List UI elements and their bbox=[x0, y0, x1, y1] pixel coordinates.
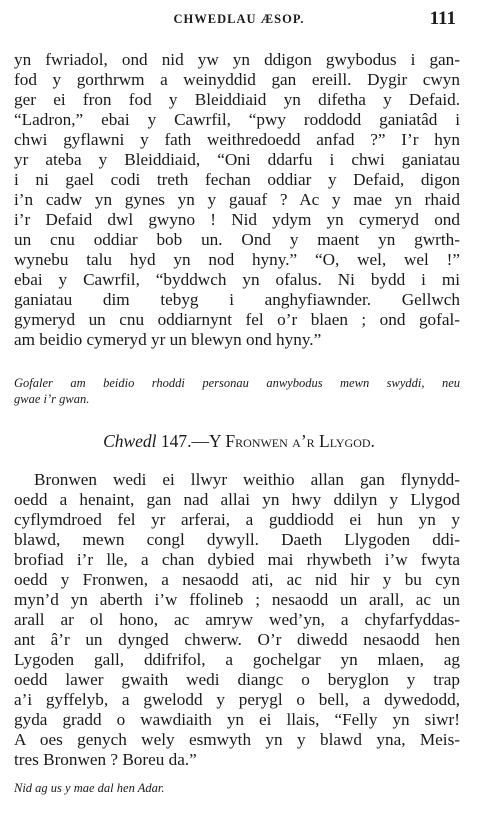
text-line: arall ar ol hono, ac amryw wed’yn, a chyfarfyddas- bbox=[14, 610, 460, 629]
text-line: ant â’r un dynged chwerw. O’r diwedd nesaodd hen bbox=[14, 630, 460, 649]
moral-note-1 bbox=[14, 375, 460, 407]
fable-heading bbox=[0, 430, 478, 452]
text-line: wynebu talu hyd yn nod hyny.” “O, wel, wel !” bbox=[14, 250, 460, 269]
text-line: chwi gyflawni y fath weithredoedd anfad ?” I’r hyn bbox=[14, 130, 460, 149]
text-line: i ni gael codi treth fechan oddiar y Defaid, digon bbox=[14, 170, 460, 189]
text-line: oedd lawer gwaith wedi diangc o beryglon y trap bbox=[14, 670, 460, 689]
text-line: am beidio cymeryd yr un blewyn ond hyny.” bbox=[14, 330, 322, 349]
text-line: yn fwriadol, ond nid yw yn ddigon gwybodus i gan- bbox=[14, 50, 460, 69]
page-number: 111 bbox=[429, 8, 456, 29]
text-line: gymeryd un cnu oddiarnynt fel o’r blaen ; ond gofal- bbox=[14, 310, 460, 329]
text-line: cyflymdroed fel yr arferai, a guddiodd ei hun yn y bbox=[14, 510, 460, 529]
text-line: i’n cadw yn gynes yn y gauaf ? Ac y mae yn rhaid bbox=[14, 190, 460, 209]
fable-label: Chwedl bbox=[103, 431, 157, 451]
text-line: “Ladron,” ebai y Cawrfil, “pwy roddodd ganiatâd i bbox=[14, 110, 460, 129]
fable-number: 147. bbox=[160, 431, 192, 451]
paragraph-2 bbox=[14, 470, 460, 770]
fable-title: Y Fronwen a’r Llygod. bbox=[209, 431, 375, 451]
text-line: yr ateba y Bleiddiaid, “Oni ddarfu i chwi ganiatau bbox=[14, 150, 460, 169]
text-line: Lygoden gall, ddifrifol, a gochelgar yn mlaen, ag bbox=[14, 650, 460, 669]
moral-line: gwae i’r gwan. bbox=[14, 392, 90, 406]
moral-line: Gofaler am beidio rhoddi personau anwybodus mewn swyddi, neu bbox=[14, 376, 460, 390]
text-line: fod y gorthrwm a weinyddid gan ereill. Dygir cwyn bbox=[14, 70, 460, 89]
text-line: ganiatau dim tebyg i anghyfiawnder. Gellwch bbox=[14, 290, 460, 309]
text-line: un cnu oddiar bob un. Ond y maent yn gwrth- bbox=[14, 230, 460, 249]
text-line: tres Bronwen ? Boreu da.” bbox=[14, 750, 197, 769]
text-line: i’r Defaid dwl gwyno ! Nid ydym yn cymeryd ond bbox=[14, 210, 460, 229]
moral-line: Nid ag us y mae dal hen Adar. bbox=[14, 781, 165, 795]
text-line: ger ei fron fod y Bleiddiaid yn difetha y Defaid. bbox=[14, 90, 460, 109]
paragraph-1 bbox=[14, 50, 460, 350]
text-line: ebai y Cawrfil, “byddwch yn ofalus. Ni bydd i mi bbox=[14, 270, 460, 289]
text-line: Bronwen wedi ei llwyr weithio allan gan flynydd- bbox=[34, 470, 460, 489]
text-line: gyda gradd o wawdiaith yn ei llais, “Felly yn siwr! bbox=[14, 710, 460, 729]
text-line: oedd y Fronwen, a nesaodd ati, ac nid hir y bu cyn bbox=[14, 570, 460, 589]
page-header bbox=[0, 8, 478, 34]
text-line: A oes genych wely esmwyth yn y blawd yna, Meis- bbox=[14, 730, 460, 749]
text-line: myn’d yn aberth i’w ffolineb ; nesaodd un arall, ac un bbox=[14, 590, 460, 609]
text-line: oedd a henaint, gan nad allai yn hwy ddilyn y Llygod bbox=[14, 490, 460, 509]
moral-note-2 bbox=[14, 780, 460, 796]
text-line: brofiad i’r lle, a chan dybied mai rhywbeth i’w fwyta bbox=[14, 550, 460, 569]
fable-dash: — bbox=[191, 431, 210, 451]
text-line: a’i gyffelyb, a gwelodd y perygl o bell, a dywedodd, bbox=[14, 690, 460, 709]
running-head: CHWEDLAU ÆSOP. bbox=[173, 12, 305, 26]
text-line: blawd, mewn congl dywyll. Daeth Llygoden ddi- bbox=[14, 530, 460, 549]
